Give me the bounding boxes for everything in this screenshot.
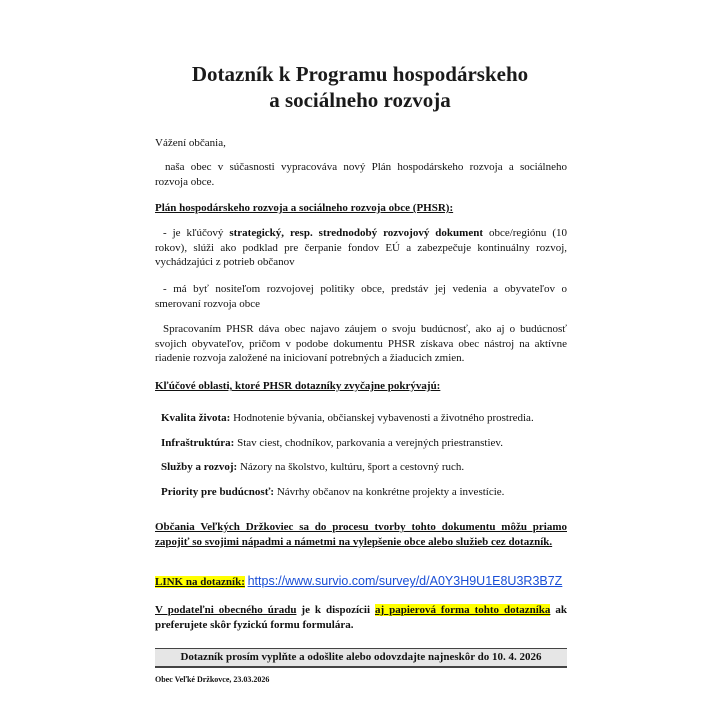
phsr-bullet-1 — [155, 226, 567, 270]
area-label: Kvalita života: — [161, 412, 231, 424]
survey-link[interactable]: https://www.survio.com/survey/d/A0Y3H9U1E8U3R3B7Z — [247, 574, 563, 588]
area-label: Infraštruktúra: — [161, 437, 235, 449]
area-label: Služby a rozvoj: — [161, 461, 238, 473]
phsr-heading: Plán hospodárskeho rozvoja a sociálneho rozvoja obce (PHSR): — [155, 202, 454, 214]
paper-form-note — [155, 603, 567, 632]
area-item — [161, 460, 567, 474]
greeting: Vážení občania, — [155, 137, 226, 149]
areas-heading: Kľúčové oblasti, ktoré PHSR dotazníky zvyčajne pokrývajú: — [155, 380, 441, 392]
footer-signature: Obec Veľké Držkovce, 23.03.2026 — [155, 675, 270, 684]
paper-part2: je k dispozícii — [296, 604, 375, 616]
link-label: LINK na dotazník: — [155, 576, 245, 588]
paper-highlight: aj papierová forma tohto dotazníka — [374, 604, 551, 616]
phsr-paragraph: Spracovaním PHSR dáva obec najavo záujem o svoju budúcnosť, ako aj o budúcnosť svojich obyvateľov, pričom v podobe dokumentu PHSR získava obec nástroj na aktívne riadenie rozvoja založené na iniciovaní potrebných a žiaducich zmien. — [155, 323, 567, 364]
phsr-bullet-2: - má byť nositeľom rozvojovej politiky obce, predstáv jej vedenia a obyvateľov o smerovaní rozvoja obce — [155, 283, 567, 310]
area-item — [161, 411, 567, 425]
area-label: Priority pre budúcnosť: — [161, 486, 275, 498]
bullet1-bold: strategický, resp. strednodobý rozvojový dokument — [229, 227, 483, 239]
area-text: Stav ciest, chodníkov, parkovania a verejných priestranstiev. — [234, 437, 503, 449]
area-item — [161, 436, 567, 450]
call-to-action: Občania Veľkých Držkoviec sa do procesu tvorby tohto dokumentu môžu priamo zapojiť so svojimi nápadmi a námetmi na vylepšenie obce alebo služieb cez dotazník. — [155, 521, 567, 548]
paper-part3: ak preferujete skôr fyzickú formu formulára. — [155, 604, 567, 631]
area-text: Názory na školstvo, kultúru, šport a cestovný ruch. — [237, 461, 465, 473]
office-label: V podateľni obecného úradu — [155, 604, 297, 616]
intro-paragraph: naša obec v súčasnosti vypracováva nový Plán hospodárskeho rozvoja a sociálneho rozvoja obce. — [155, 161, 567, 188]
document-title-line1: Dotazník k Programu hospodárskeho — [191, 62, 529, 86]
document-title-line2: a sociálneho rozvoja — [269, 88, 451, 112]
survey-link-row — [155, 574, 567, 590]
area-item — [161, 485, 567, 499]
bullet1-prefix: - je kľúčový — [163, 227, 230, 239]
area-text: Návrhy občanov na konkrétne projekty a investície. — [274, 486, 505, 498]
area-text: Hodnotenie bývania, občianskej vybavenosti a životného prostredia. — [230, 412, 534, 424]
bullet1-rest: obce/regiónu (10 rokov), slúži ako podklad pre čerpanie fondov EÚ a zabezpečuje kontinuálny rozvoj, vychádzajúci z potrieb občanov — [155, 227, 567, 268]
deadline-bar: Dotazník prosím vyplňte a odošlite alebo odovzdajte najneskôr do 10. 4. 2026 — [155, 648, 567, 668]
